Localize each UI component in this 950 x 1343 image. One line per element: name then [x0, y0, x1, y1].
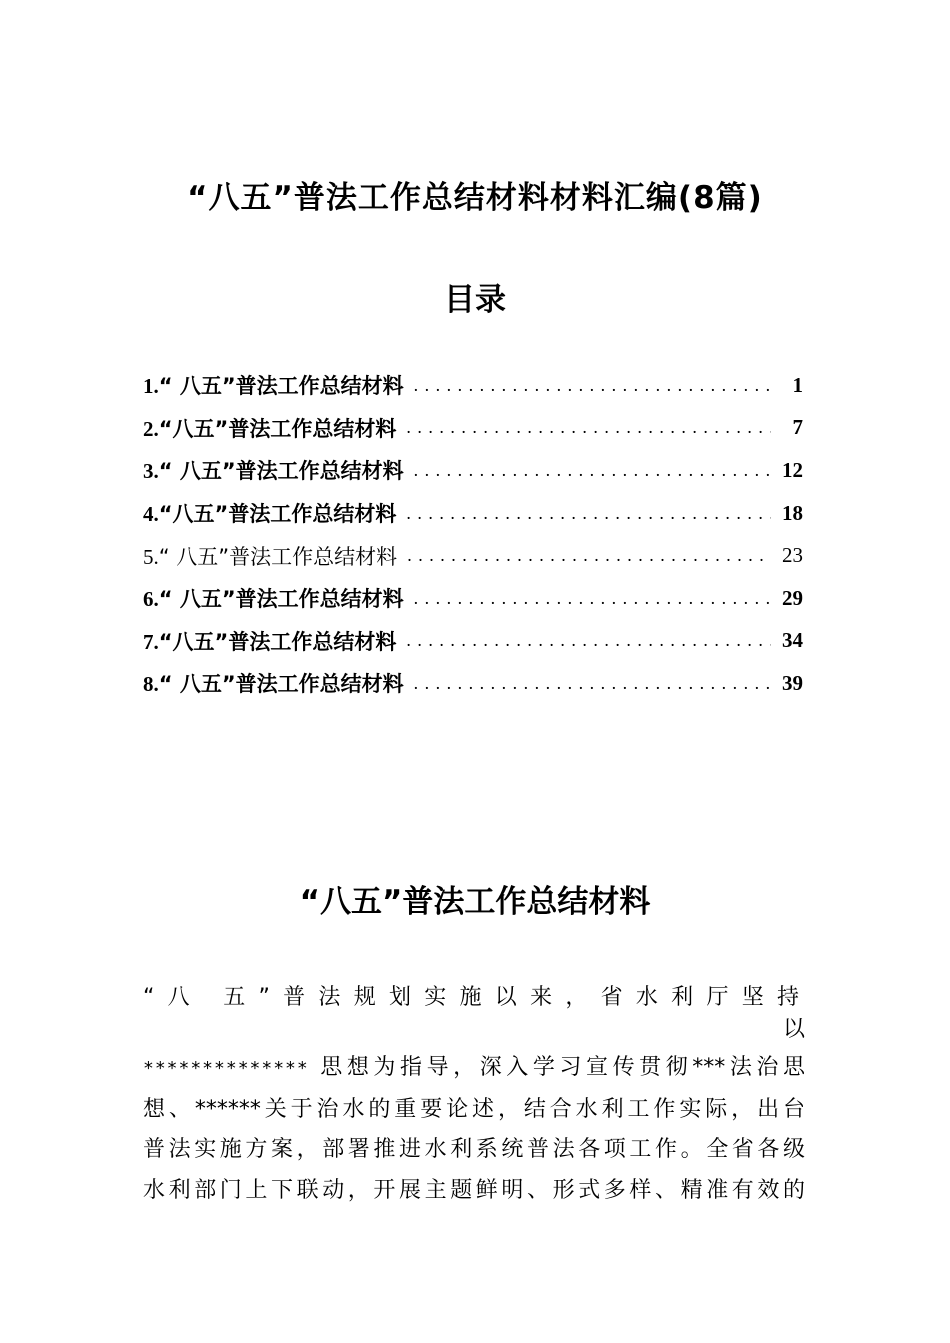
- toc-entry[interactable]: [143, 364, 803, 407]
- toc-entry[interactable]: [143, 449, 803, 492]
- redacted-text: **************: [143, 1058, 309, 1079]
- toc-entry-label: [143, 668, 414, 698]
- paragraph-line-3: 想、******关于治水的重要论述，结合水利工作实际，出台: [143, 1096, 805, 1122]
- toc-entry[interactable]: [143, 662, 803, 705]
- body-paragraph: [143, 1048, 805, 1211]
- table-of-contents: [143, 364, 803, 705]
- toc-entry-text: “ 八五”普法工作总结材料: [158, 544, 398, 569]
- toc-entry-number: 7.: [143, 629, 159, 654]
- toc-leader-dots: [406, 503, 771, 524]
- toc-heading: 目录: [444, 282, 506, 318]
- toc-entry-page: 34: [782, 628, 803, 653]
- toc-leader-dots: [414, 673, 771, 694]
- paragraph-line-2: [143, 1048, 805, 1090]
- toc-entry-label: [143, 370, 414, 400]
- toc-entry[interactable]: [143, 620, 803, 663]
- toc-entry-number: 3.: [143, 459, 159, 484]
- toc-entry-number: 4.: [143, 502, 159, 527]
- toc-leader-dots: [406, 630, 771, 651]
- toc-entry-number: 5.: [143, 544, 159, 569]
- toc-entry[interactable]: [143, 577, 803, 620]
- toc-entry-page: 12: [782, 457, 803, 482]
- toc-entry-label: [143, 583, 414, 613]
- document-title: “八五”普法工作总结材料材料汇编(8篇): [187, 180, 763, 216]
- toc-entry-label: [143, 498, 406, 528]
- toc-entry-number: 1.: [143, 374, 159, 399]
- paragraph-line-1-end: 以: [782, 1017, 805, 1042]
- toc-entry-number: 8.: [143, 672, 159, 697]
- toc-entry-page: 39: [782, 670, 803, 695]
- toc-entry-page: 7: [792, 415, 803, 440]
- section-title: “八五”普法工作总结材料: [299, 884, 651, 920]
- toc-entry-label: [143, 455, 414, 485]
- toc-entry[interactable]: [143, 534, 803, 577]
- toc-entry-page: 18: [782, 500, 803, 525]
- toc-leader-dots: [414, 460, 771, 481]
- toc-entry-text: “八五”普法工作总结材料: [158, 629, 397, 654]
- toc-entry-number: 6.: [143, 587, 159, 612]
- paragraph-line-4: 普法实施方案，部署推进水利系统普法各项工作。全省各级: [143, 1137, 805, 1162]
- toc-entry-text: “八五”普法工作总结材料: [158, 416, 397, 441]
- paragraph-line-2-text: 思想为指导，深入学习宣传贯彻***法治思: [308, 1055, 805, 1080]
- toc-entry-page: 23: [782, 543, 803, 568]
- toc-entry-page: 29: [782, 585, 803, 610]
- toc-entry-text: “ 八五”普法工作总结材料: [158, 459, 404, 484]
- toc-entry[interactable]: [143, 407, 803, 450]
- toc-leader-dots: [414, 588, 771, 609]
- toc-entry-label: [143, 541, 407, 571]
- toc-entry-number: 2.: [143, 416, 159, 441]
- toc-entry-text: “ 八五”普法工作总结材料: [158, 672, 404, 697]
- toc-leader-dots: [407, 545, 771, 566]
- toc-entry-label: [143, 626, 406, 656]
- toc-entry-text: “ 八五”普法工作总结材料: [158, 374, 404, 399]
- toc-entry-text: “ 八五”普法工作总结材料: [158, 587, 404, 612]
- toc-leader-dots: [414, 375, 771, 396]
- toc-entry-text: “八五”普法工作总结材料: [158, 502, 397, 527]
- paragraph-line-1: “八 五”普法规划实施以来，省水利厅坚持: [143, 985, 805, 1010]
- toc-entry-page: 1: [792, 372, 803, 397]
- toc-leader-dots: [406, 417, 771, 438]
- toc-entry-label: [143, 413, 406, 443]
- paragraph-line-5: 水利部门上下联动，开展主题鲜明、形式多样、精准有效的: [143, 1177, 805, 1203]
- toc-entry[interactable]: [143, 492, 803, 535]
